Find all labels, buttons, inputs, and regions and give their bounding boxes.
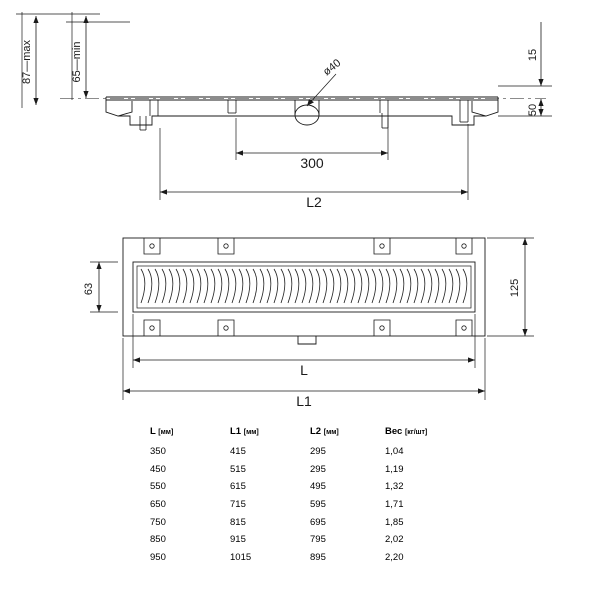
dim-label-300: 300	[300, 155, 324, 171]
cell-L1: 515	[230, 463, 246, 475]
cell-weight: 1,32	[385, 481, 404, 493]
dim-label-50: 50	[527, 103, 539, 117]
cell-L2: 495	[310, 481, 326, 493]
dim-label-65min: 65—min	[71, 41, 83, 83]
dim-label-87max: 87—max	[21, 39, 33, 85]
col-header-L1: L1 [мм]	[230, 426, 259, 437]
cell-L2: 595	[310, 499, 326, 511]
dim-label-diameter: ø40	[320, 57, 344, 79]
table-row	[150, 496, 460, 514]
cell-weight: 2,02	[385, 534, 404, 546]
cell-weight: 1,85	[385, 516, 404, 528]
cell-L2: 695	[310, 516, 326, 528]
cell-L: 850	[150, 534, 166, 546]
cell-L1: 915	[230, 534, 246, 546]
col-header-L: L [мм]	[150, 426, 174, 437]
cell-L2: 295	[310, 463, 326, 475]
dim-label-15: 15	[527, 48, 539, 62]
table-row	[150, 478, 460, 496]
cell-L1: 815	[230, 516, 246, 528]
cell-L: 450	[150, 463, 166, 475]
table-row	[150, 513, 460, 531]
specification-table	[150, 424, 460, 566]
col-header-weight: Вес [кг/шт]	[385, 426, 428, 437]
cell-L1: 615	[230, 481, 246, 493]
cell-L2: 895	[310, 551, 326, 563]
cell-L: 650	[150, 499, 166, 511]
cell-L2: 795	[310, 534, 326, 546]
table-header-row	[150, 424, 460, 443]
col-header-L2: L2 [мм]	[310, 426, 339, 437]
dim-label-L: L	[300, 362, 308, 378]
dim-label-63: 63	[83, 282, 95, 296]
cell-L: 350	[150, 446, 166, 458]
cell-weight: 1,19	[385, 463, 404, 475]
cell-L1: 1015	[230, 551, 252, 563]
table-row	[150, 549, 460, 567]
table-row	[150, 443, 460, 461]
cell-weight: 1,04	[385, 446, 404, 458]
cell-L: 550	[150, 481, 166, 493]
cell-L: 950	[150, 551, 166, 563]
table-row	[150, 531, 460, 549]
cell-weight: 2,20	[385, 551, 404, 563]
cell-weight: 1,71	[385, 499, 404, 511]
cell-L2: 295	[310, 446, 326, 458]
dim-label-125: 125	[509, 278, 521, 298]
cell-L: 750	[150, 516, 166, 528]
cell-L1: 715	[230, 499, 246, 511]
dim-label-L1: L1	[296, 393, 312, 409]
cell-L1: 415	[230, 446, 246, 458]
table-row	[150, 461, 460, 479]
dim-label-L2: L2	[306, 194, 322, 210]
